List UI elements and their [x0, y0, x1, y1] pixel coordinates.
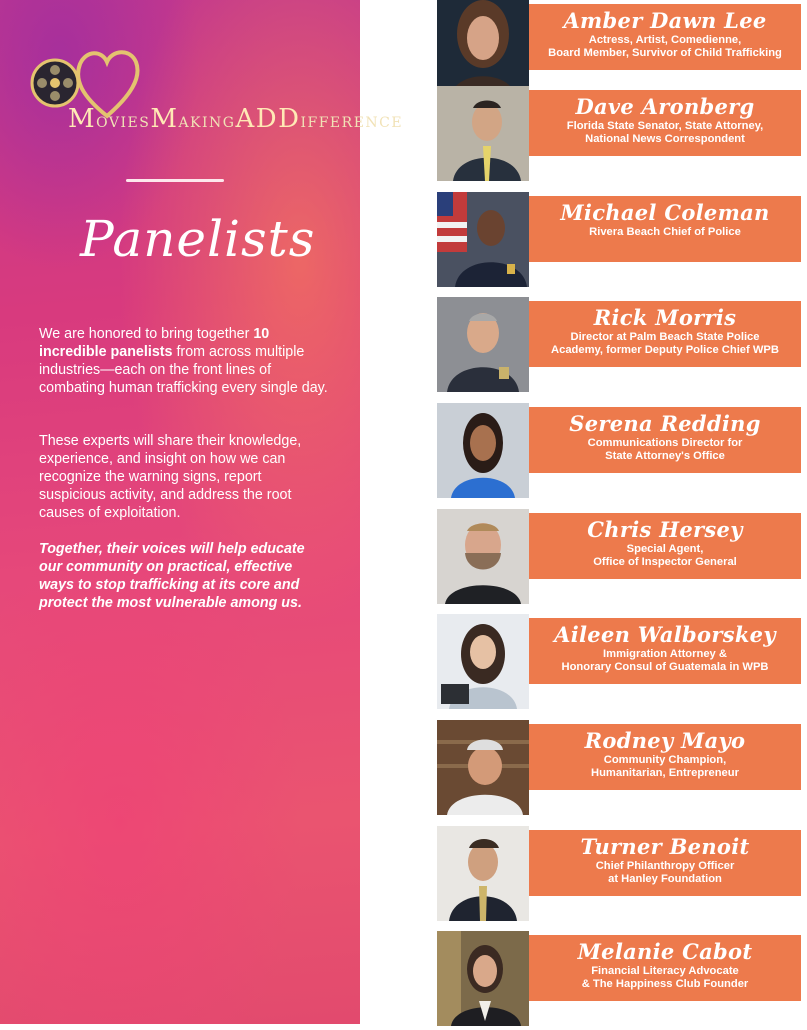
panelist-name: Serena Redding: [569, 411, 761, 436]
panelist-card: [437, 297, 801, 392]
panelist-role: Florida State Senator, State Attorney, National News Correspondent: [566, 120, 764, 145]
panelist-photo: [437, 86, 529, 181]
panelist-role: Rivera Beach Chief of Police: [589, 226, 741, 238]
closing-paragraph: Together, their voices will help educate our community on practical, effective ways to stop trafficking at its core and protect the most vulnerable among us.: [39, 541, 305, 611]
divider: [126, 179, 224, 182]
panelist-photo: [437, 614, 529, 709]
panelist-photo: [437, 192, 529, 287]
panelist-name: Rodney Mayo: [584, 728, 746, 753]
panelist-info: [529, 724, 801, 790]
panelist-name: Melanie Cabot: [577, 939, 753, 964]
panelist-card: [437, 192, 801, 287]
panelist-info: [529, 513, 801, 579]
panelist-name: Amber Dawn Lee: [563, 8, 767, 33]
panelist-info: [529, 830, 801, 896]
logo-wordmark: MOVIESMAKINGADDIFFERENCE: [68, 104, 404, 134]
panelist-info: [529, 407, 801, 473]
left-panel: [0, 0, 404, 1024]
panelist-photo: [437, 297, 529, 392]
panelist-role: Special Agent, Office of Inspector General: [593, 543, 737, 568]
panelist-photo: [437, 403, 529, 498]
panelist-card: [437, 720, 801, 815]
panelist-name: Aileen Walborskey: [554, 622, 776, 647]
panelist-name: Chris Hersey: [587, 517, 743, 542]
panelist-photo: [437, 720, 529, 815]
panelist-info: [529, 196, 801, 262]
logo: [30, 44, 404, 136]
panelist-card: [437, 509, 801, 604]
panelist-role: Director at Palm Beach State Police Academy, former Deputy Police Chief WPB: [551, 331, 779, 356]
panelist-card: [437, 0, 801, 95]
panelist-photo: [437, 931, 529, 1026]
panelist-role: Financial Literacy Advocate & The Happiness Club Founder: [581, 965, 749, 990]
panelist-name: Rick Morris: [593, 305, 737, 330]
panelist-photo: [437, 0, 529, 95]
panelist-name: Turner Benoit: [580, 834, 750, 859]
intro-paragraph: We are honored to bring together 10 incredible panelists from across multiple industries—each on the front lines of combating human trafficking every single day.: [39, 326, 328, 396]
panelist-role: Community Champion, Humanitarian, Entrepreneur: [591, 754, 739, 779]
panelist-role: Communications Director for State Attorney's Office: [587, 437, 743, 462]
panelist-photo: [437, 826, 529, 921]
panelist-name: Michael Coleman: [560, 200, 770, 225]
page-title: Panelists: [80, 210, 316, 268]
panelist-card: [437, 931, 801, 1026]
panelist-info: [529, 935, 801, 1001]
panelist-info: [529, 301, 801, 367]
panelist-photo: [437, 509, 529, 604]
panelist-role: Actress, Artist, Comedienne, Board Member, Survivor of Child Trafficking: [548, 34, 782, 59]
intro-highlight: 10 incredible panelists: [39, 326, 270, 360]
panelist-card: [437, 86, 801, 181]
panelist-role: Chief Philanthropy Officer at Hanley Foundation: [595, 860, 735, 885]
panelist-role: Immigration Attorney & Honorary Consul of Guatemala in WPB: [561, 648, 769, 673]
panelist-name: Dave Aronberg: [575, 94, 755, 119]
panelist-info: [529, 4, 801, 70]
description-paragraph: These experts will share their knowledge, experience, and insight on how we can recognize the warning signs, report suspicious activity, and address the root causes of exploitation.: [39, 433, 302, 521]
panelist-card: [437, 614, 801, 709]
panelist-info: [529, 618, 801, 684]
panelist-info: [529, 90, 801, 156]
panelist-card: [437, 826, 801, 921]
panelist-card: [437, 403, 801, 498]
